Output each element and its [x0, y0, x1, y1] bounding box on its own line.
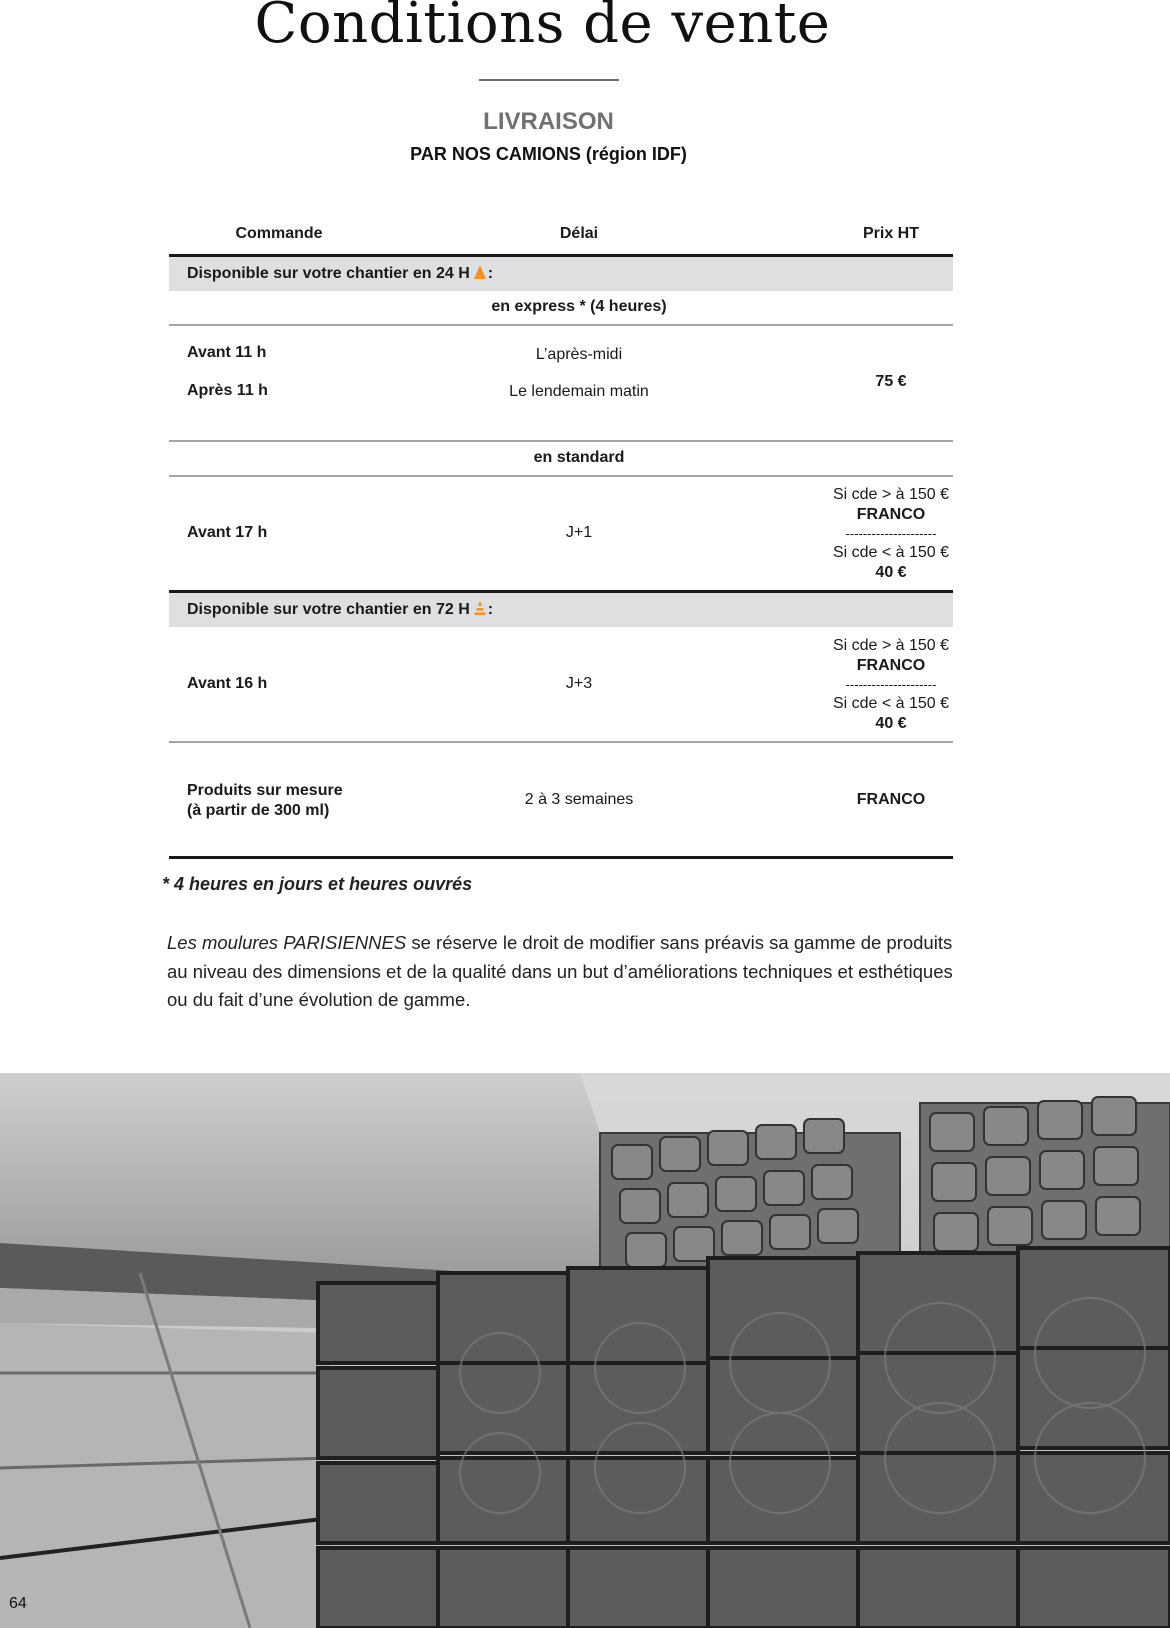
- header-delai: Délai: [559, 225, 599, 242]
- delai-cell: J+3: [565, 675, 593, 692]
- price-value-above: FRANCO: [856, 656, 926, 674]
- price-cell: FRANCO: [856, 791, 926, 808]
- table-header-row: [169, 218, 953, 248]
- section-subtitle: PAR NOS CAMIONS (région IDF): [410, 144, 687, 164]
- group-24h-suffix: :: [487, 265, 494, 282]
- disclaimer-paragraph: [167, 929, 967, 1015]
- group-72h-text: Disponible sur votre chantier en 72 H: [187, 601, 470, 618]
- delai-cell: L’après-midi: [535, 346, 623, 363]
- table-bottom-rule: [169, 856, 953, 859]
- table-row: [169, 636, 953, 732]
- express-label: en express * (4 heures): [491, 298, 667, 315]
- traffic-cone-striped-icon: [474, 601, 486, 620]
- standard-divider-top: [169, 440, 953, 442]
- price-value-below: 40 €: [875, 563, 907, 581]
- group-24h-text: Disponible sur votre chantier en 24 H: [187, 265, 470, 282]
- title-divider: [479, 79, 619, 81]
- traffic-cone-solid-icon: [474, 265, 486, 284]
- price-value-above: FRANCO: [856, 505, 926, 523]
- price-separator: ---------------------: [845, 526, 937, 541]
- commande-cell: Avant 11 h: [187, 344, 267, 361]
- timber-stack-photo: [0, 1073, 1170, 1628]
- price-condition-above: Si cde > à 150 €: [832, 486, 950, 503]
- price-condition-below: Si cde < à 150 €: [832, 544, 950, 561]
- group-label-72h: [187, 601, 493, 620]
- disclaimer-text: se réserve le droit de modifier sans préavis sa gamme de produits au niveau des dimensions et de la qualité dans un but d’améliorations techniques et esthétiques ou du fait d’une évolution de gamme.: [167, 932, 953, 1010]
- custom-commande-line1: Produits sur mesure: [187, 782, 343, 799]
- price-value-below: 40 €: [875, 714, 907, 732]
- timber-photo-illustration: [0, 1073, 1170, 1628]
- custom-commande-line2: (à partir de 300 ml): [187, 802, 330, 819]
- page-number: 64: [9, 1595, 27, 1612]
- table-row: [169, 485, 953, 581]
- delai-cell: 2 à 3 semaines: [524, 791, 634, 808]
- express-price: 75 €: [875, 373, 907, 390]
- price-cell: [809, 636, 973, 733]
- header-commande: Commande: [235, 225, 323, 242]
- price-condition-below: Si cde < à 150 €: [832, 695, 950, 712]
- custom-divider: [169, 741, 953, 743]
- express-divider: [169, 324, 953, 326]
- price-cell: [809, 485, 973, 582]
- standard-divider: [169, 475, 953, 477]
- group-row-24h: [169, 257, 953, 291]
- delai-cell: Le lendemain matin: [509, 383, 649, 400]
- commande-cell: Après 11 h: [187, 382, 268, 399]
- price-separator: ---------------------: [845, 677, 937, 692]
- page-title: Conditions de vente: [254, 0, 831, 56]
- commande-cell: Avant 16 h: [187, 675, 268, 692]
- header-prix-ht: Prix HT: [862, 225, 919, 242]
- section-title: LIVRAISON: [483, 108, 614, 135]
- brand-name: Les moulures PARISIENNES: [167, 932, 407, 953]
- footnote: * 4 heures en jours et heures ouvrés: [162, 874, 473, 894]
- commande-cell: [187, 781, 343, 821]
- delai-cell: J+1: [565, 524, 593, 541]
- price-condition-above: Si cde > à 150 €: [832, 637, 950, 654]
- group-row-72h: [169, 593, 953, 627]
- standard-label: en standard: [533, 449, 625, 466]
- group-72h-suffix: :: [487, 601, 494, 618]
- commande-cell: Avant 17 h: [187, 524, 268, 541]
- group-label-24h: [187, 265, 493, 284]
